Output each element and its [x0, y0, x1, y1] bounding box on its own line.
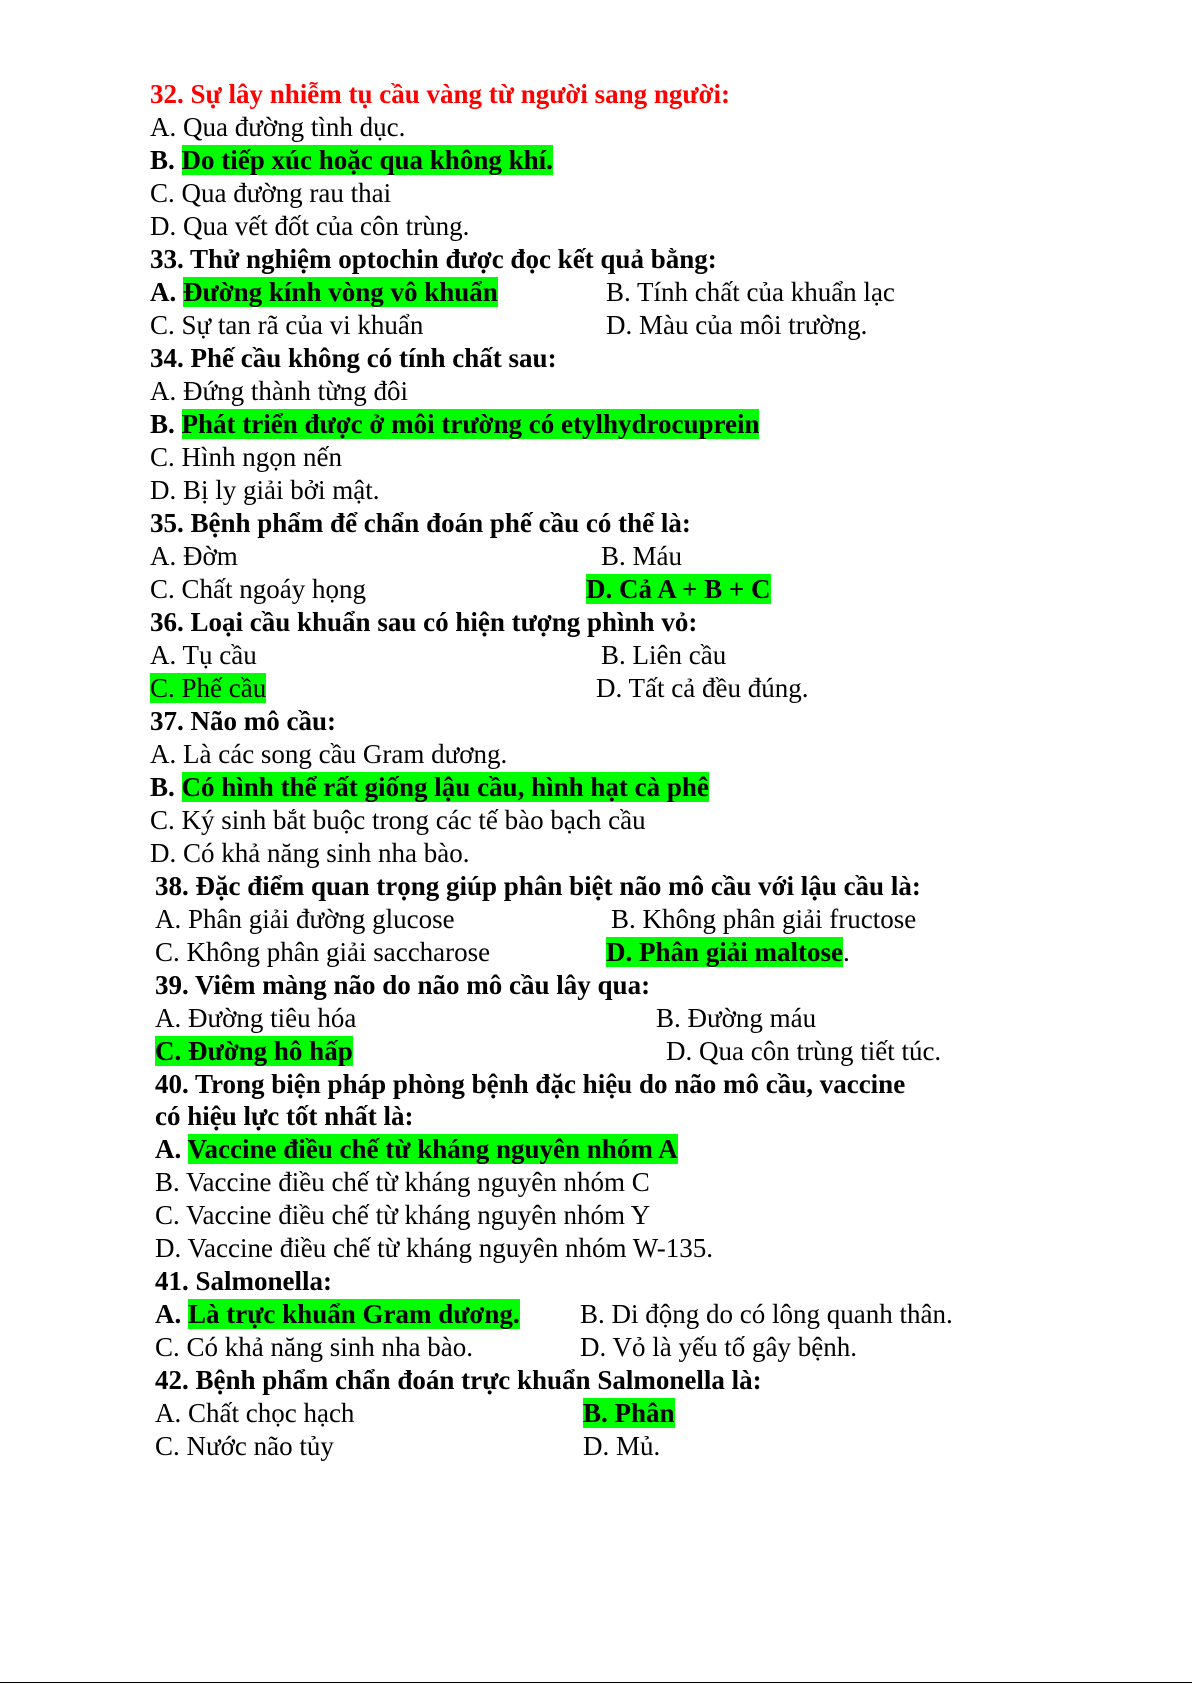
- question-34-title: 34. Phế cầu không có tính chất sau:: [150, 343, 557, 373]
- q41-option-b: B. Di động do có lông quanh thân.: [580, 1299, 953, 1329]
- q40-option-a: A. Vaccine điều chế từ kháng nguyên nhóm A: [155, 1134, 678, 1164]
- q42-option-a: A. Chất chọc hạch: [155, 1398, 355, 1428]
- q41-option-d: D. Vỏ là yếu tố gây bệnh.: [580, 1332, 857, 1362]
- q38-answer: D. Phân giải maltose: [606, 937, 844, 967]
- question-32-title: 32. Sự lây nhiễm tụ cầu vàng từ người sang người:: [150, 79, 731, 109]
- question-42-title: 42. Bệnh phẩm chẩn đoán trực khuẩn Salmonella là:: [155, 1365, 762, 1395]
- question-35-title: 35. Bệnh phẩm để chẩn đoán phế cầu có thể là:: [150, 508, 691, 538]
- question-33-title: 33. Thử nghiệm optochin được đọc kết quả bằng:: [150, 244, 717, 274]
- q38-option-d: D. Phân giải maltose.: [606, 937, 850, 967]
- q37-option-d: D. Có khả năng sinh nha bào.: [150, 838, 470, 868]
- q34-option-c: C. Hình ngọn nến: [150, 442, 342, 472]
- question-36-title: 36. Loại cầu khuẩn sau có hiện tượng phình vỏ:: [150, 607, 698, 637]
- q41-option-a: A. Là trực khuẩn Gram dương.: [155, 1299, 520, 1329]
- q42-option-d: D. Mủ.: [583, 1431, 661, 1461]
- q41-answer: Là trực khuẩn Gram dương.: [188, 1299, 520, 1329]
- q32-option-b: B. Do tiếp xúc hoặc qua không khí.: [150, 145, 553, 175]
- q37-option-b: B. Có hình thể rất giống lậu cầu, hình hạt cà phê: [150, 772, 709, 802]
- q37-option-a: A. Là các song cầu Gram dương.: [150, 739, 508, 769]
- q40-option-d: D. Vaccine điều chế từ kháng nguyên nhóm W-135.: [155, 1233, 714, 1263]
- q39-option-a: A. Đường tiêu hóa: [155, 1003, 357, 1033]
- q36-option-b: B. Liên cầu: [601, 640, 727, 670]
- q37-answer: Có hình thể rất giống lậu cầu, hình hạt cà phê: [181, 772, 709, 802]
- q34-option-d: D. Bị ly giải bởi mật.: [150, 475, 380, 505]
- q32-option-a: A. Qua đường tình dục.: [150, 112, 406, 142]
- question-40-title: 40. Trong biện pháp phòng bệnh đặc hiệu do não mô cầu, vaccine: [155, 1069, 906, 1099]
- q39-option-c: [155, 1034, 353, 1068]
- q40-option-b: B. Vaccine điều chế từ kháng nguyên nhóm C: [155, 1167, 650, 1197]
- question-39-title: 39. Viêm màng não do não mô cầu lây qua:: [155, 970, 651, 1000]
- q42-answer: B. Phân: [583, 1398, 675, 1428]
- q37-option-c: C. Ký sinh bắt buộc trong các tế bào bạch cầu: [150, 805, 646, 835]
- q38-option-a: A. Phân giải đường glucose: [155, 904, 455, 934]
- q40-answer: Vaccine điều chế từ kháng nguyên nhóm A: [187, 1134, 678, 1164]
- q40-option-c: C. Vaccine điều chế từ kháng nguyên nhóm Y: [155, 1200, 651, 1230]
- q36-option-a: A. Tụ cầu: [150, 640, 257, 670]
- q32-option-c: C. Qua đường rau thai: [150, 178, 392, 208]
- q35-option-d: [586, 572, 771, 606]
- q34-option-a: A. Đứng thành từng đôi: [150, 376, 409, 406]
- q42-option-c: C. Nước não tủy: [155, 1431, 334, 1461]
- q35-option-c: C. Chất ngoáy họng: [150, 574, 366, 604]
- q32-option-d: D. Qua vết đốt của côn trùng.: [150, 211, 470, 241]
- question-37-title: 37. Não mô cầu:: [150, 706, 336, 736]
- q34-option-b: B. Phát triển được ở môi trường có etylhydrocuprein: [150, 409, 760, 439]
- q33-option-b: B. Tính chất của khuẩn lạc: [606, 277, 895, 307]
- q33-answer: Đường kính vòng vô khuẩn: [183, 277, 498, 307]
- q36-option-c: [150, 671, 266, 705]
- q35-answer: D. Cả A + B + C: [586, 574, 771, 604]
- page-bottom-rule: [0, 1682, 1192, 1683]
- q39-answer: C. Đường hô hấp: [155, 1036, 353, 1066]
- q39-option-b: B. Đường máu: [656, 1003, 817, 1033]
- q34-answer: Phát triển được ở môi trường có etylhydrocuprein: [181, 409, 760, 439]
- q36-answer: C. Phế cầu: [150, 673, 267, 703]
- q38-option-c: C. Không phân giải saccharose: [155, 937, 491, 967]
- q33-option-d: D. Màu của môi trường.: [606, 310, 868, 340]
- q39-option-d: D. Qua côn trùng tiết túc.: [666, 1036, 942, 1066]
- q35-option-b: B. Máu: [601, 541, 682, 571]
- q38-option-b: B. Không phân giải fructose: [611, 904, 917, 934]
- q33-option-c: C. Sự tan rã của vi khuẩn: [150, 310, 424, 340]
- q33-option-a: A. Đường kính vòng vô khuẩn: [150, 277, 498, 307]
- question-40-title-cont: có hiệu lực tốt nhất là:: [155, 1101, 414, 1131]
- question-41-title: 41. Salmonella:: [155, 1266, 333, 1296]
- q41-option-c: C. Có khả năng sinh nha bào.: [155, 1332, 473, 1362]
- question-38-title: 38. Đặc điểm quan trọng giúp phân biệt não mô cầu với lậu cầu là:: [155, 871, 921, 901]
- q42-option-b: [583, 1396, 675, 1430]
- q32-answer: Do tiếp xúc hoặc qua không khí.: [181, 145, 553, 175]
- q36-option-d: D. Tất cả đều đúng.: [596, 673, 809, 703]
- q35-option-a: A. Đờm: [150, 541, 238, 571]
